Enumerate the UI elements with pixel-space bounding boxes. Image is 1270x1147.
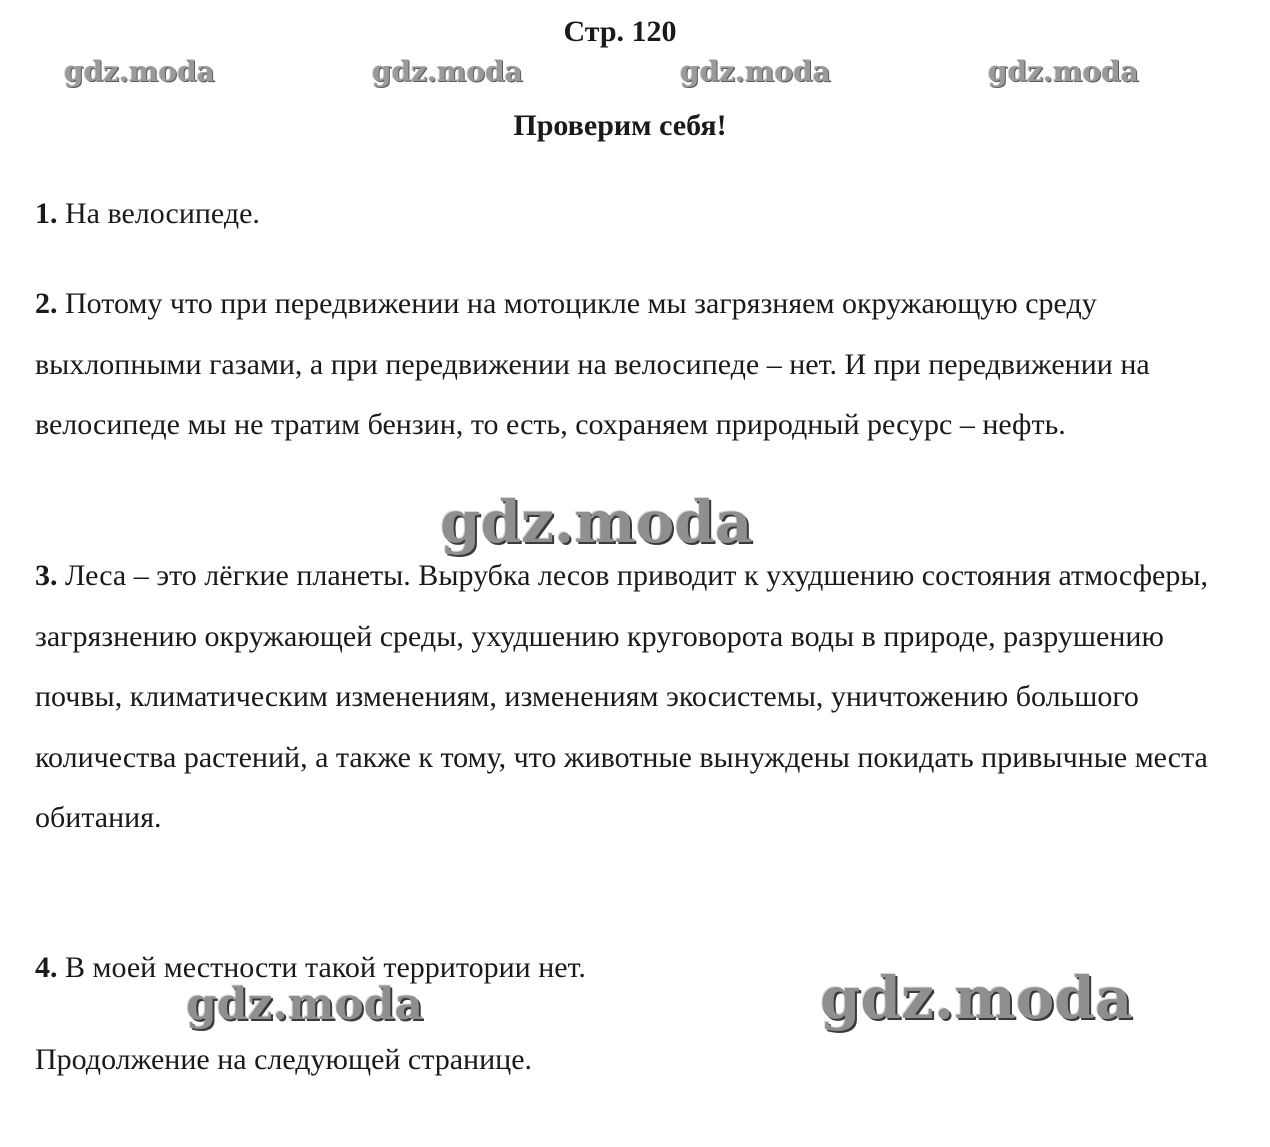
watermark-logo: gdz.moda	[820, 964, 1133, 1032]
answer-2	[35, 274, 1215, 456]
answer-3	[35, 546, 1215, 849]
answer-text: Потому что при передвижении на мотоцикле мы загрязняем окружающую среду выхлопными газами, а при передвижении на велосипеде – нет. И при передвижении на велосипеде мы не тратим бензин, то есть, сохраняем природный ресурс – нефть.	[35, 287, 1150, 441]
answer-text: В моей местности такой территории нет.	[65, 951, 586, 984]
watermark-logo: gdz.moda	[64, 55, 215, 88]
watermark-logo: gdz.moda	[372, 55, 523, 88]
answer-number: 3.	[35, 559, 58, 592]
continuation-note: Продолжение на следующей странице.	[35, 1043, 533, 1076]
answer-number: 4.	[35, 951, 58, 984]
answer-number: 1.	[35, 197, 58, 230]
page-number-title: Стр. 120	[563, 15, 677, 48]
watermark-logo: gdz.moda	[988, 55, 1139, 88]
answer-number: 2.	[35, 287, 58, 320]
watermark-logo: gdz.moda	[440, 488, 753, 556]
answer-text: Леса – это лёгкие планеты. Вырубка лесов приводит к ухудшению состояния атмосферы, загрязнению окружающей среды, ухудшению круговорота воды в природе, разрушению почвы, климатическим изменениям, изменениям экосистемы, уничтожению большого количества растений, а также к тому, что животные вынуждены покидать привычные места обитания.	[35, 559, 1208, 834]
answer-text: На велосипеде.	[65, 197, 260, 230]
watermark-logo: gdz.moda	[680, 55, 831, 88]
answer-1	[35, 184, 1215, 245]
watermark-logo: gdz.moda	[186, 979, 424, 1030]
section-title: Проверим себя!	[513, 109, 727, 142]
